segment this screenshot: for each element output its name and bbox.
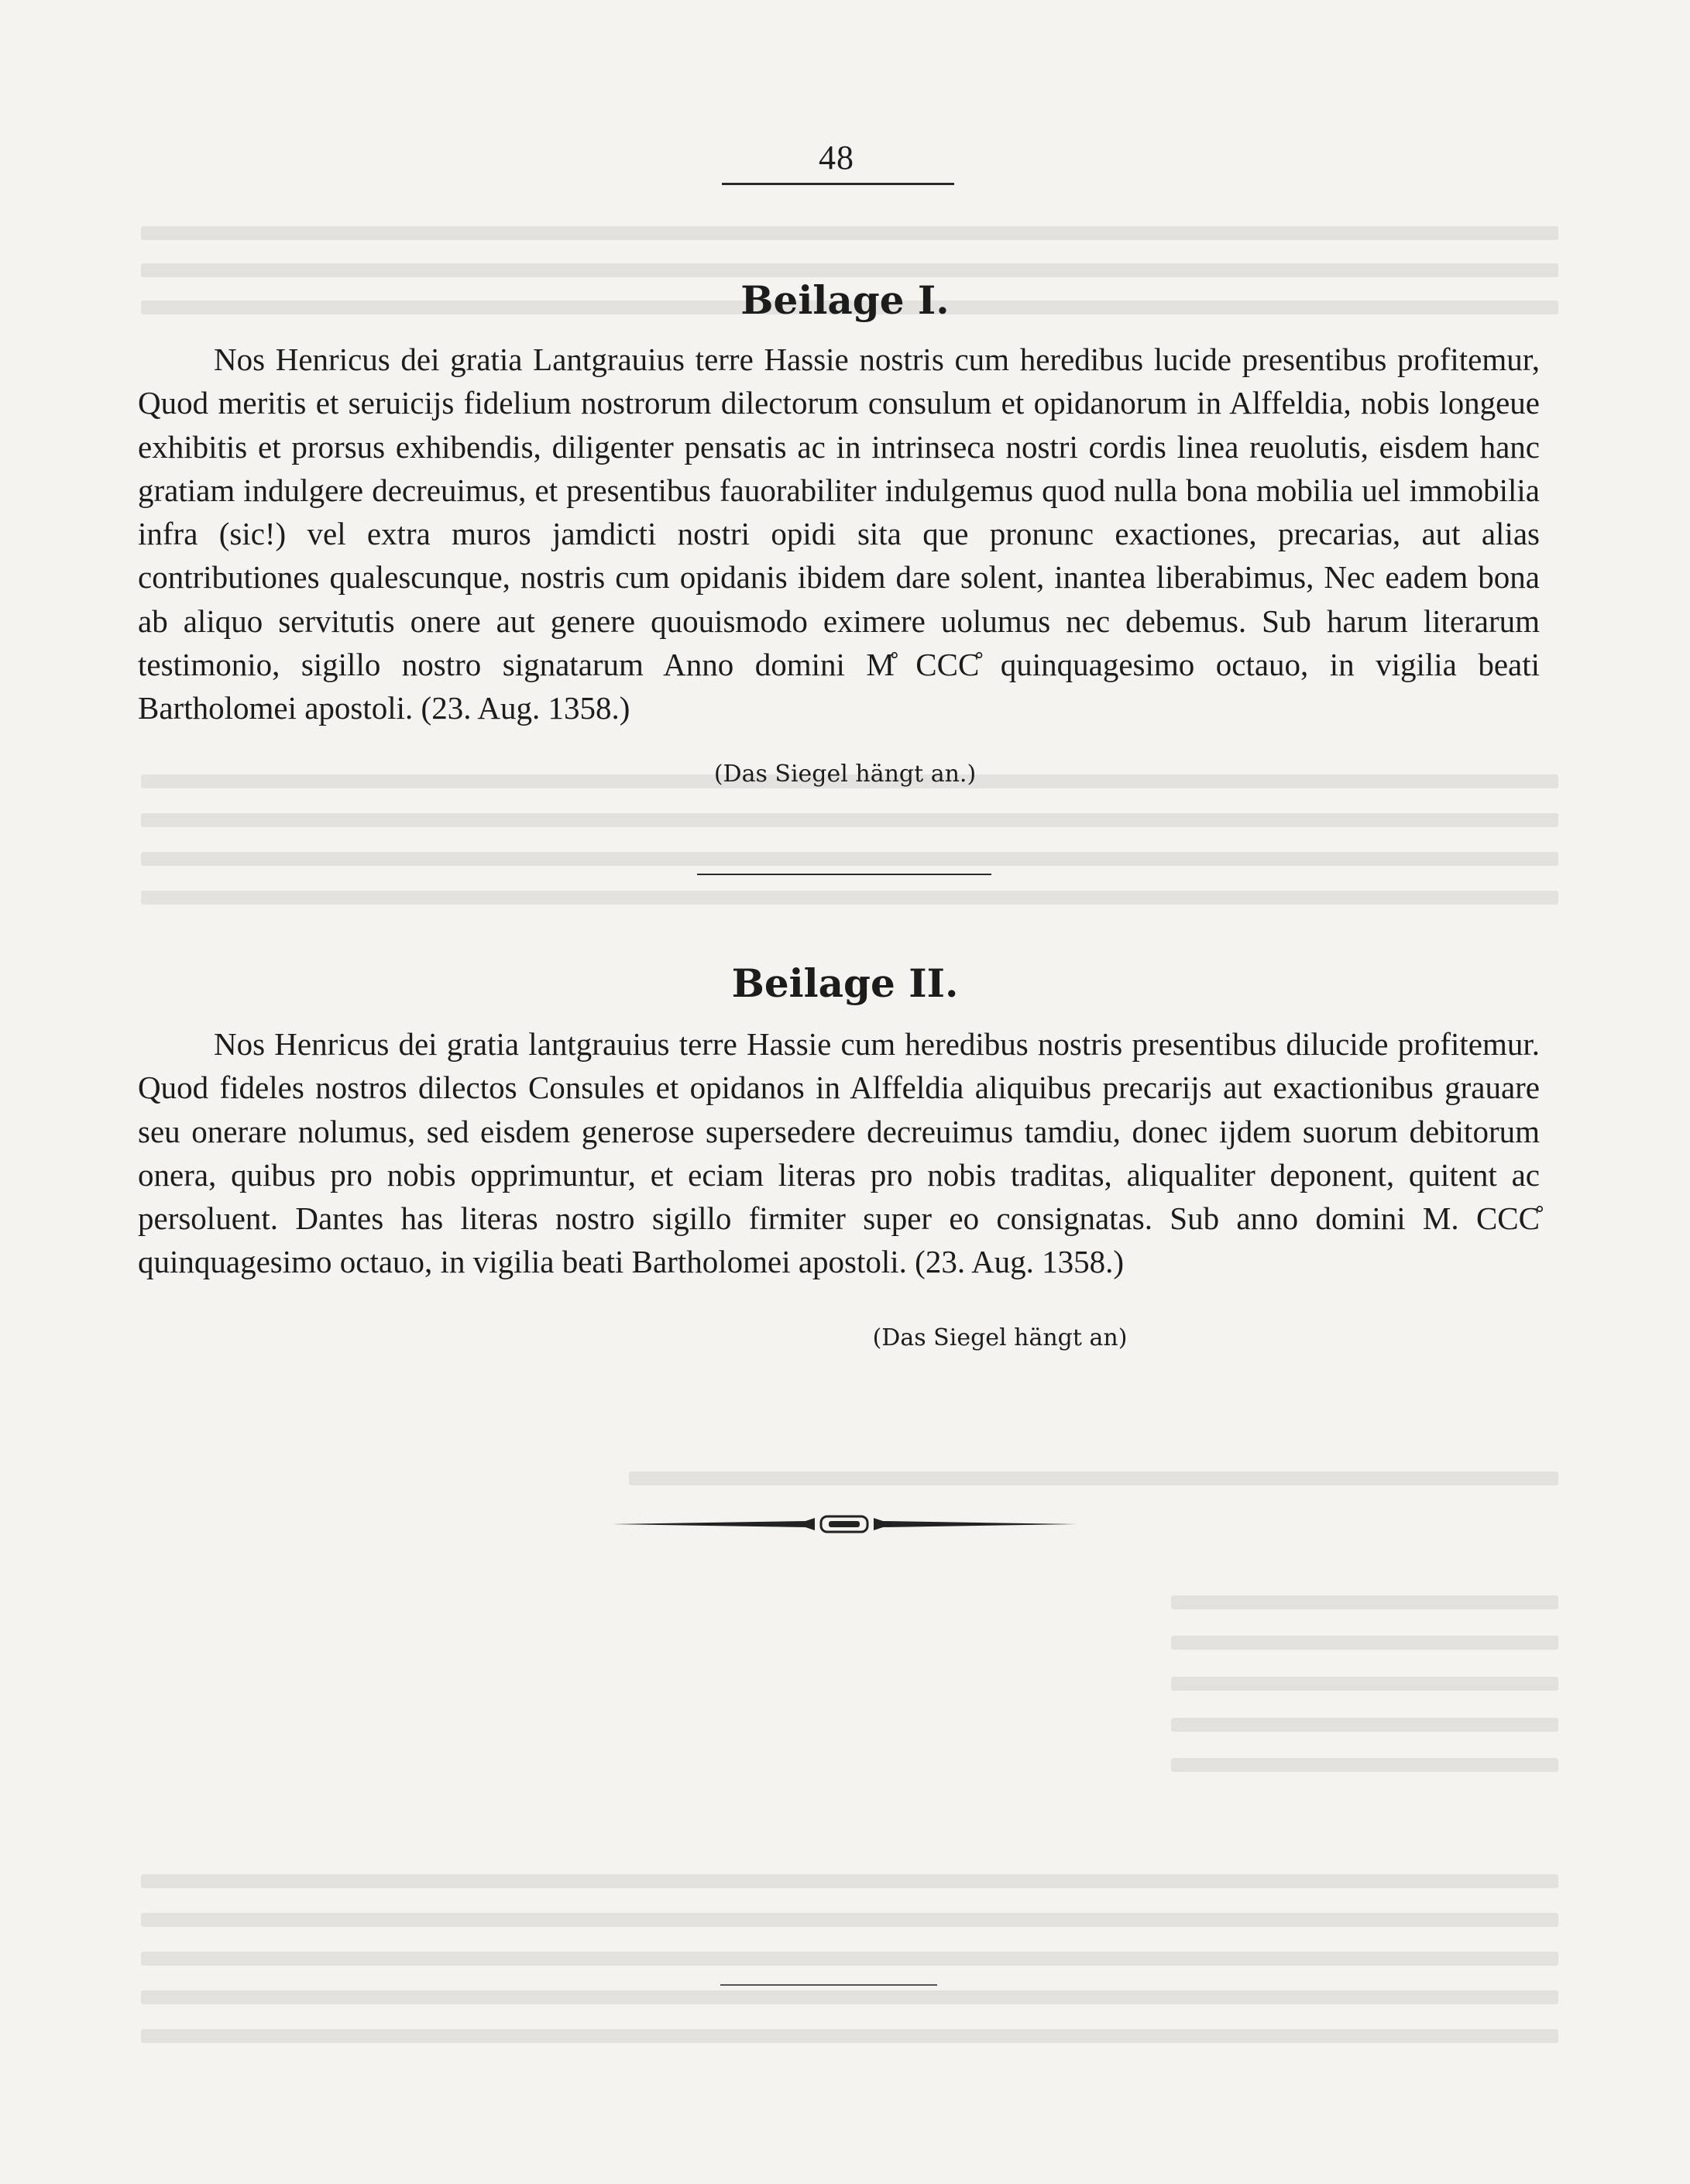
section-divider-rule <box>697 874 991 875</box>
beilage-2-text <box>138 1022 1540 1284</box>
page-number: 48 <box>819 139 854 177</box>
end-ornament <box>612 1509 1077 1540</box>
bottom-rule <box>720 1984 937 1986</box>
beilage-2-paragraph: Nos Henricus dei gratia lantgrauius terre Hassie cum heredibus nostris presentibus dilucide profitemur. Quod fideles nostros dilectos Consules et opidanos in Alffeldia aliquibus precarijs aut exactionibus grauare seu onerare nolumus, sed eisdem generose supersedere decreuimus tamdiu, donec ijdem suorum debitorum onera, quibus pro nobis opprimuntur, et eciam literas pro nobis traditas, aliqualiter deponent, quitent ac persoluent. Dantes has literas nostro sigillo firmiter super eo consignatas. Sub anno domini M. CCC̊ quinquagesimo octauo, in vigilia beati Bartholomei apostoli. (23. Aug. 1358.) <box>138 1026 1540 1280</box>
beilage-1-text <box>138 338 1540 730</box>
beilage-1-seal-note: (Das Siegel hängt an.) <box>713 761 977 788</box>
beilage-1-heading: Beilage I. <box>740 277 950 323</box>
beilage-2-heading: Beilage II. <box>731 960 959 1006</box>
header-rule <box>722 183 954 185</box>
beilage-1-paragraph: Nos Henricus dei gratia Lantgrauius terre Hassie nostris cum heredibus lucide presentibus profitemur, Quod meritis et seruicijs fidelium nostrorum dilectorum consulum et opidanorum in Alffeldia, nobis longeue exhibitis et prorsus exhibendis, diligenter pensatis ac in intrinseca nostri cordis linea reuolutis, eisdem hanc gratiam indulgere decreuimus, et presentibus fauorabiliter indulgemus quod nulla bona mobilia uel immobilia infra (sic!) vel extra muros jamdicti nostri opidi sita que pronunc exactiones, precarias, aut alias contributiones qualescunque, nostris cum opidanis ibidem dare solent, inantea liberabimus, Nec eadem bona ab aliquo servitutis onere aut genere quouismodo eximere uolumus nec debemus. Sub harum literarum testimonio, sigillo nostro signatarum Anno domini M̊ CCC̊ quinquagesimo octauo, in vigilia beati Bartholomei apostoli. (23. Aug. 1358.) <box>138 342 1540 726</box>
beilage-2-seal-note: (Das Siegel hängt an) <box>872 1324 1128 1351</box>
